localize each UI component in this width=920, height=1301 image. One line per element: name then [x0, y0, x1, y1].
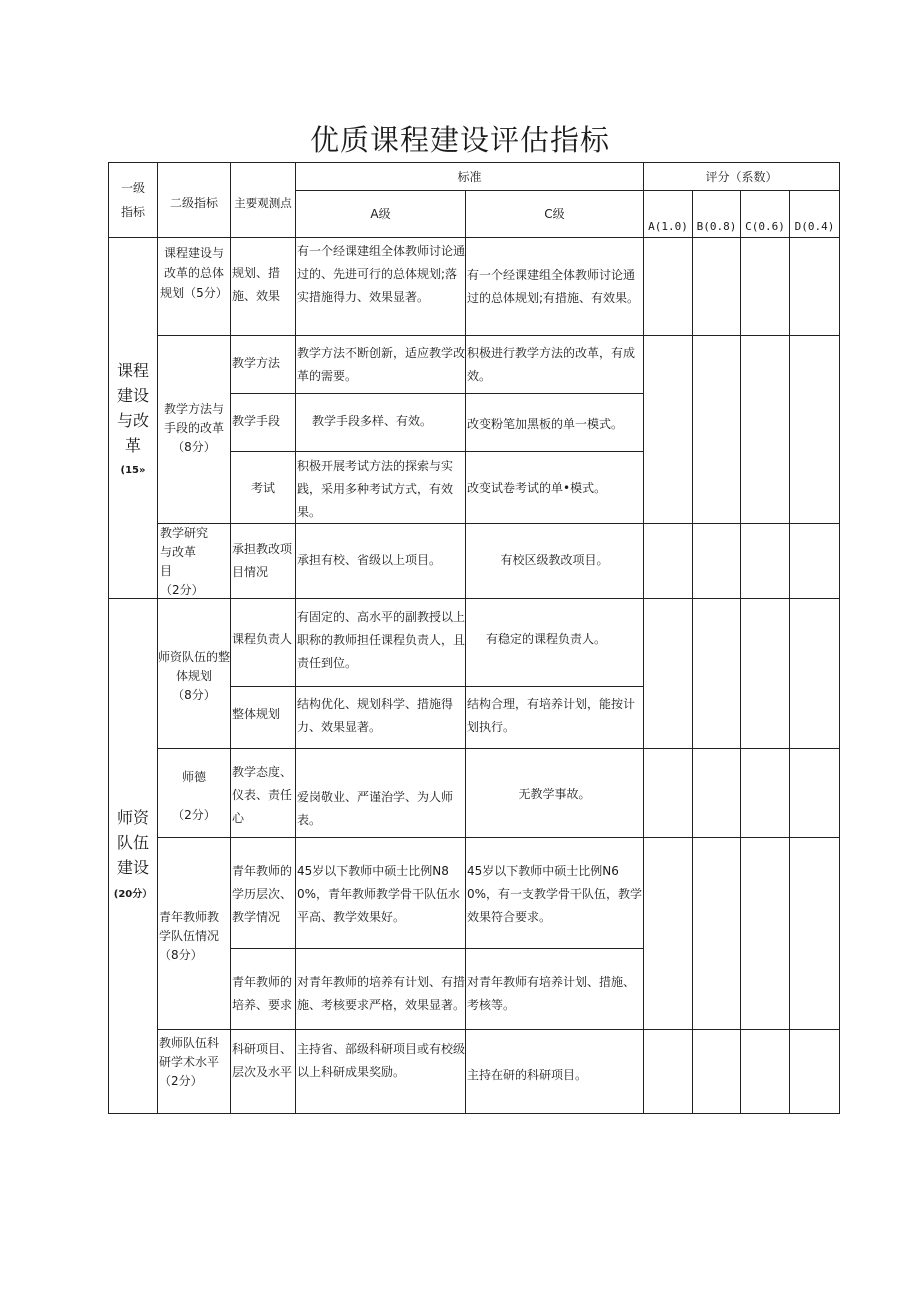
row6-point: 课程负责人 — [232, 632, 293, 646]
header-points: 主要观测点 — [234, 196, 292, 210]
row6-c: 有稳定的课程负责人。 — [485, 632, 606, 646]
overall-level2: 师资队伍的整体规划 （8分） — [158, 650, 231, 702]
row6-a: 有固定的、高水平的副教授以上职称的教师担任课程负责人，且责任到位。 — [297, 610, 466, 670]
row2-point: 教学方法 — [232, 356, 281, 370]
row1-point: 规划、措施、效果 — [232, 266, 281, 303]
row8-level2: 师德 （2分） — [172, 770, 216, 822]
row3-point: 教学手段 — [232, 414, 281, 428]
row5-c: 有校区级教改项目。 — [500, 553, 609, 567]
row10-point: 青年教师的培养、要求 — [232, 975, 293, 1012]
row2-c: 积极进行教学方法的改革，有成效。 — [467, 346, 636, 383]
row9-c: 45岁以下教师中硕士比例N60%，有一支教学骨干队伍，教学效果符合要求。 — [467, 864, 643, 924]
section1-name: 课程 建设 与改 革 — [116, 361, 149, 455]
row8-a: 爱岗敬业、严谨治学、为人师表。 — [297, 790, 454, 827]
header-score-a: A(1.0) — [648, 220, 688, 233]
row1-a: 有一个经课建组全体教师讨论通过的、先进可行的总体规划;落实措施得力、效果显著。 — [297, 244, 466, 304]
row10-c: 对青年教师有培养计划、措施、考核等。 — [467, 975, 636, 1012]
row4-a: 积极开展考试方法的探索与实践，采用多种考试方式，有效果。 — [297, 459, 454, 519]
young-level2: 青年教师教学队伍情况 （8分） — [159, 910, 220, 962]
header-score-c: C(0.6) — [745, 220, 785, 233]
row7-a: 结构优化、规划科学、措施得力、效果显著。 — [297, 697, 454, 734]
row1-c: 有一个经课建组全体教师讨论通过的总体规划;有措施、有效果。 — [467, 268, 640, 305]
row9-a: 45岁以下教师中硕士比例N80%，青年教师教学骨干队伍水平高、教学效果好。 — [297, 864, 461, 924]
section2-name: 师资 队伍 建设 — [116, 808, 149, 877]
header-c-level: C级 — [544, 207, 565, 221]
row8-point: 教学态度、仪表、责任心 — [232, 765, 293, 825]
row11-c: 主持在研的科研项目。 — [467, 1068, 588, 1082]
row11-point: 科研项目、层次及水平 — [232, 1042, 293, 1079]
row5-a: 承担有校、省级以上项目。 — [297, 553, 442, 567]
page-title: 优质课程建设评估指标 — [309, 123, 610, 157]
section1-score: (15» — [120, 465, 146, 476]
row10-a: 对青年教师的培养有计划、有措施、考核要求严格，效果显著。 — [297, 975, 466, 1012]
row5-level2: 教学研究 与改革 目 （2分） — [160, 526, 209, 597]
header-level2: 二级指标 — [169, 196, 218, 210]
header-score-b: B(0.8) — [696, 220, 737, 233]
row9-point: 青年教师的学历层次、教学情况 — [232, 864, 293, 924]
methods-level2: 教学方法与手段的改革 （8分） — [163, 402, 224, 454]
row7-point: 整体规划 — [232, 707, 281, 721]
row3-a: 教学手段多样、有效。 — [311, 414, 432, 428]
row11-level2: 教师队伍科研学术水平 （2分） — [159, 1036, 220, 1088]
section2-score: (20分） — [113, 889, 153, 900]
header-score: 评分（系数） — [705, 170, 778, 184]
header-a-level: A级 — [370, 207, 391, 221]
row4-c: 改变试卷考试的单•模式。 — [467, 481, 607, 495]
row11-a: 主持省、部级科研项目或有校级以上科研成果奖励。 — [297, 1042, 466, 1079]
header-level1: 一级 指标 — [120, 181, 145, 219]
header-standard: 标准 — [457, 170, 482, 184]
row7-c: 结构合理，有培养计划，能按计划执行。 — [467, 697, 636, 734]
row4-point: 考试 — [250, 481, 275, 495]
row3-c: 改变粉笔加黑板的单一模式。 — [467, 417, 624, 431]
header-score-d: D(0.4) — [794, 220, 835, 233]
row5-point: 承担教改项目情况 — [232, 542, 293, 579]
row2-a: 教学方法不断创新，适应教学改革的需要。 — [297, 346, 466, 383]
row8-c: 无教学事故。 — [518, 787, 591, 801]
row1-level2: 课程建设与改革的总体规划（5分） — [160, 246, 228, 300]
